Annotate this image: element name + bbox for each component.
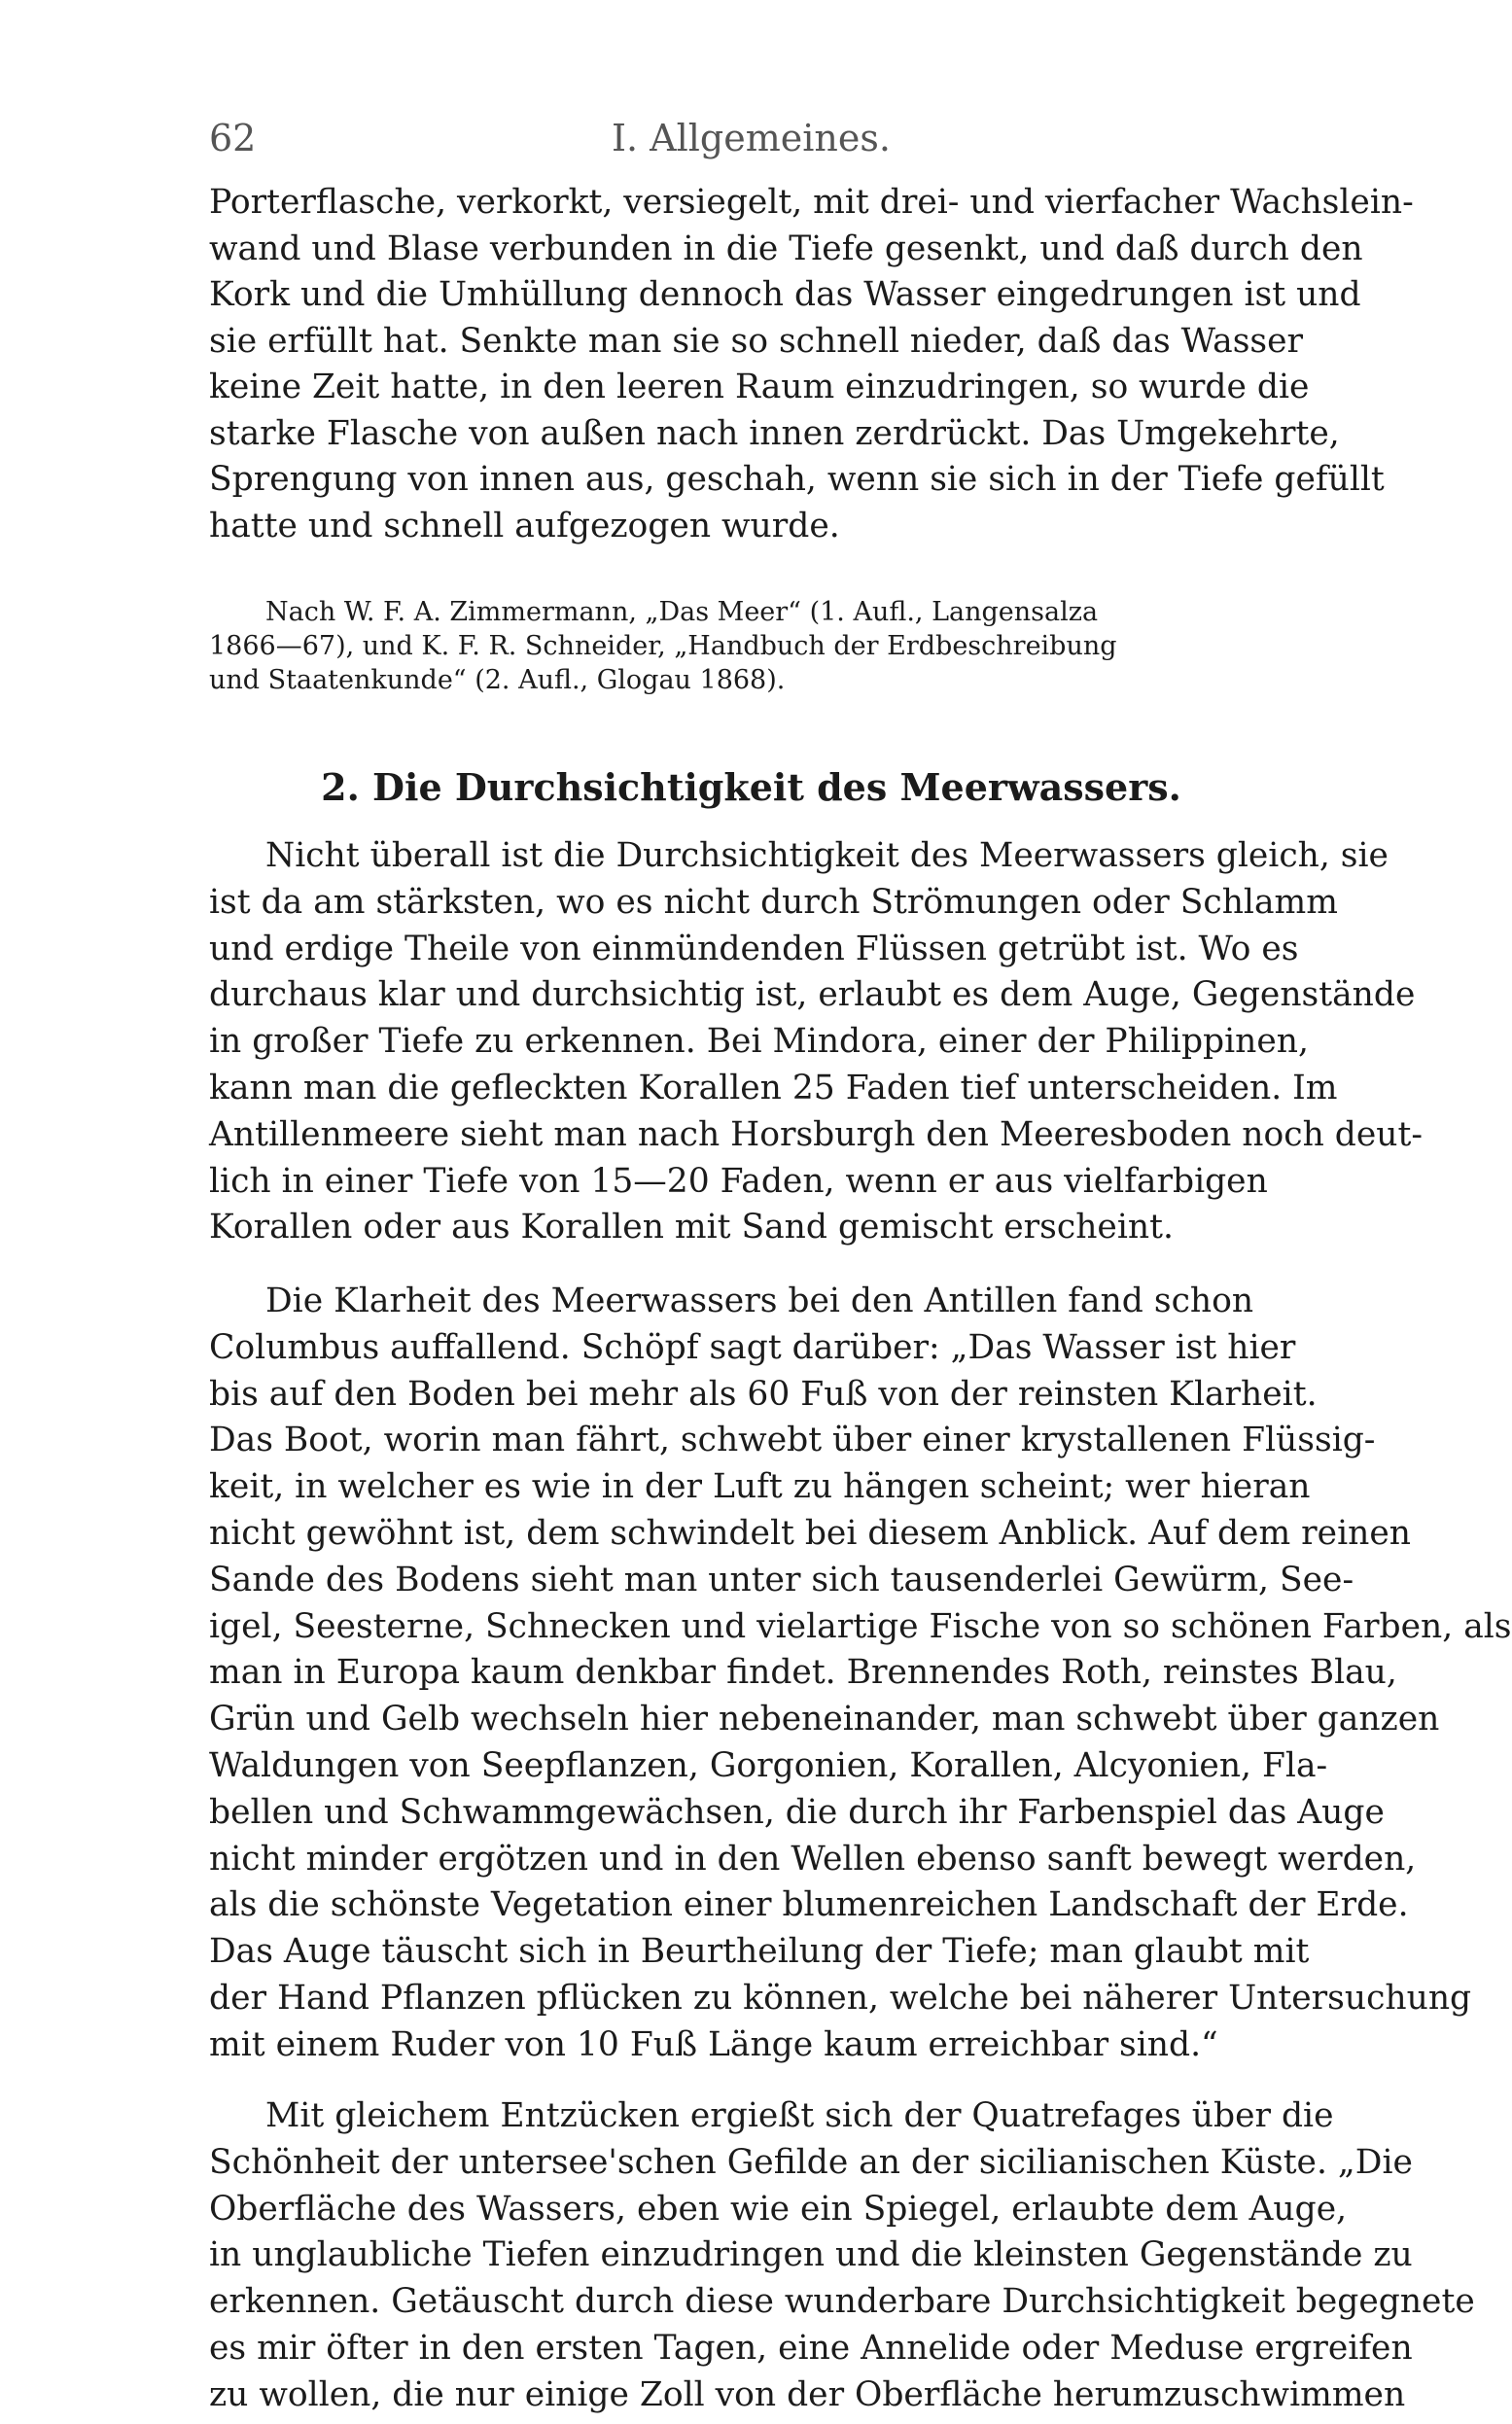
text-line: Oberfläche des Wassers, eben wie ein Spiegel, erlaubte dem Auge,	[209, 2189, 1348, 2229]
text-line: Mit gleichem Entzücken ergießt sich der Quatrefages über die	[265, 2096, 1334, 2135]
text-line: es mir öfter in den ersten Tagen, eine Annelide oder Medusе ergreifen	[209, 2328, 1413, 2368]
text-line: man in Europa kaum denkbar findet. Brennendes Roth, reinstes Blau,	[209, 1653, 1397, 1693]
text-line: Das Boot, worin man fährt, schwebt über einer krystallenen Flüssig-	[209, 1421, 1376, 1460]
paragraph	[209, 2093, 1475, 2419]
text-line: zu wollen, die nur einige Zoll von der Oberfläche herumzuschwimmen	[209, 2374, 1406, 2414]
text-line: kann man die gefleckten Korallen 25 Faden tief unterscheiden. Im	[209, 1068, 1338, 1107]
text-line: keit, in welcher es wie in der Luft zu hängen scheint; wer hieran	[209, 1467, 1311, 1507]
text-line: Das Auge täuscht sich in Beurtheilung der Tiefe; man glaubt mit	[209, 1932, 1310, 1972]
text-line: Sprengung von innen aus, geschah, wenn sie sich in der Tiefe gefüllt	[209, 460, 1385, 499]
text-line: mit einem Ruder von 10 Fuß Länge kaum erreichbar sind.“	[209, 2024, 1218, 2064]
text-line: nicht minder ergötzen und in den Wellen ebenso sanft bewegt werden,	[209, 1839, 1417, 1879]
source-line: 1866—67), und K. F. R. Schneider, „Handbuch der Erdbeschreibung	[209, 631, 1117, 661]
text-line: nicht gewöhnt ist, dem schwindelt bei diesem Anblick. Auf dem reinen	[209, 1513, 1411, 1553]
text-line: bellen und Schwammgewächsen, die durch ihr Farbenspiel das Auge	[209, 1792, 1385, 1832]
source-note	[209, 595, 1293, 697]
text-line: der Hand Pflanzen pflücken zu können, welche bei näherer Untersuchung	[209, 1978, 1472, 2018]
paragraph	[209, 833, 1423, 1251]
text-line: igel, Seesterne, Schnecken und vielartige Fische von so schönen Farben, als	[209, 1606, 1512, 1646]
section-heading: 2. Die Durchsichtigkeit des Meerwassers.	[321, 765, 1181, 809]
text-line: in großer Tiefe zu erkennen. Bei Mindora, einer der Philippinen,	[209, 1022, 1309, 1062]
text-line: in unglaubliche Tiefen einzudringen und die kleinsten Gegenstände zu	[209, 2235, 1413, 2275]
text-line: Waldungen von Seepflanzen, Gorgonien, Korallen, Alcyonien, Fla-	[209, 1745, 1328, 1785]
text-line: Kork und die Umhüllung dennoch das Wasser eingedrungen ist und	[209, 275, 1361, 314]
text-line: durchaus klar und durchsichtig ist, erlaubt es dem Auge, Gegenstände	[209, 975, 1416, 1015]
text-line: als die schönste Vegetation einer blumenreichen Landschaft der Erde.	[209, 1885, 1409, 1925]
text-line: keine Zeit hatte, in den leeren Raum einzudringen, so wurde die	[209, 368, 1310, 406]
text-line: ist da am stärksten, wo es nicht durch Strömungen oder Schlamm	[209, 882, 1338, 922]
text-line: und erdige Theile von einmündenden Flüssen getrübt ist. Wo es	[209, 929, 1299, 968]
paragraph-continued	[209, 180, 1414, 549]
text-line: Antillenmeere sieht man nach Horsburgh den Meeresboden noch deut-	[209, 1114, 1423, 1154]
text-line: Schönheit der untersee'schen Gefilde an der sicilianischen Küste. „Die	[209, 2142, 1413, 2182]
text-line: erkennen. Getäuscht durch diese wunderbare Durchsichtigkeit begegnete	[209, 2282, 1475, 2322]
text-line: Columbus auffallend. Schöpf sagt darüber: „Das Wasser ist hier	[209, 1327, 1296, 1367]
source-line: Nach W. F. A. Zimmermann, „Das Meer“ (1. Aufl., Langensalza	[265, 597, 1099, 627]
text-line: wand und Blase verbunden in die Tiefe gesenkt, und daß durch den	[209, 228, 1363, 268]
text-line: lich in einer Tiefe von 15—20 Faden, wenn er aus vielfarbigen	[209, 1161, 1268, 1201]
source-line: und Staatenkunde“ (2. Aufl., Glogau 1868).	[209, 665, 786, 695]
running-title: I. Allgemeines.	[612, 117, 891, 159]
text-line: Korallen oder aus Korallen mit Sand gemischt erscheint.	[209, 1208, 1174, 1247]
text-line: Die Klarheit des Meerwassers bei den Antillen fand schon	[265, 1282, 1254, 1320]
text-line: Nicht überall ist die Durchsichtigkeit des Meerwassers gleich, sie	[265, 836, 1389, 875]
paragraph	[209, 1279, 1512, 2069]
text-line: sie erfüllt hat. Senkte man sie so schnell nieder, daß das Wasser	[209, 321, 1304, 361]
text-line: Grün und Gelb wechseln hier nebeneinander, man schwebt über ganzen	[209, 1700, 1440, 1739]
text-line: hatte und schnell aufgezogen wurde.	[209, 506, 840, 545]
running-head	[209, 117, 1293, 165]
text-line: Porterflasche, verkorkt, versiegelt, mit drei- und vierfacher Wachslein-	[209, 183, 1414, 222]
text-line: starke Flasche von außen nach innen zerdrückt. Das Umgekehrte,	[209, 413, 1340, 453]
page-number: 62	[209, 117, 257, 159]
text-line: bis auf den Boden bei mehr als 60 Fuß von der reinsten Klarheit.	[209, 1374, 1318, 1414]
text-line: Sande des Bodens sieht man unter sich tausenderlei Gewürm, See-	[209, 1560, 1354, 1599]
